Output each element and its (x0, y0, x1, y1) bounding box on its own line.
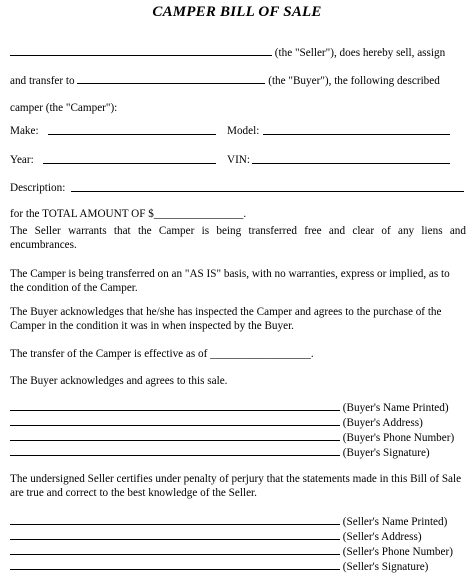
seller-certifies-paragraph: The undersigned Seller certifies under penalty of perjury that the statements made in this Bill of Sale are true and correct to the best knowledge of the Seller. (10, 473, 462, 499)
seller-name-blank[interactable] (10, 45, 272, 56)
buyer-address-row (10, 415, 423, 430)
model-blank[interactable] (263, 124, 450, 135)
vin-label: VIN: (227, 154, 250, 166)
year-blank[interactable] (43, 153, 216, 164)
seller-signature-row (10, 559, 428, 574)
buyer-phone-row (10, 430, 454, 445)
buyer-phone-label: (Buyer's Phone Number) (342, 432, 455, 444)
seller-address-label: (Seller's Address) (342, 531, 422, 543)
description-label: Description: (10, 182, 66, 194)
total-amount-line (10, 207, 246, 221)
buyer-signature-label: (Buyer's Signature) (342, 447, 430, 459)
seller-signature-blank[interactable] (10, 559, 340, 570)
seller-phone-label: (Seller's Phone Number) (342, 546, 453, 558)
seller-name-printed-label: (Seller's Name Printed) (342, 516, 448, 528)
buyer-name-printed-blank[interactable] (10, 400, 340, 411)
year-label: Year: (10, 154, 34, 166)
camper-line: camper (the "Camper"): (10, 102, 118, 114)
effective-suffix: . (310, 348, 314, 360)
effective-prefix: The transfer of the Camper is effective as of (10, 348, 208, 360)
seller-phone-row (10, 544, 453, 559)
model-label: Model: (227, 125, 260, 137)
seller-line (10, 45, 445, 60)
seller-signature-label: (Seller's Signature) (342, 561, 429, 573)
buyer-name-printed-label: (Buyer's Name Printed) (342, 402, 449, 414)
effective-date-blank[interactable]: __________________ (210, 348, 311, 360)
description-blank[interactable] (71, 181, 464, 192)
buyer-line (10, 73, 440, 88)
seller-name-printed-blank[interactable] (10, 514, 340, 525)
seller-address-row (10, 529, 422, 544)
make-blank[interactable] (48, 124, 216, 135)
effective-date-line (10, 347, 314, 361)
transfer-prefix: and transfer to (10, 75, 75, 87)
total-amount-blank[interactable]: ________________ (153, 208, 244, 220)
buyer-signature-blank[interactable] (10, 445, 340, 456)
seller-suffix: (the "Seller"), does hereby sell, assign (274, 47, 446, 59)
buyer-agrees-text: The Buyer acknowledges and agrees to this sale. (10, 375, 228, 387)
buyer-name-printed-row (10, 400, 449, 415)
seller-name-printed-row (10, 514, 447, 529)
document-title: CAMPER BILL OF SALE (152, 4, 322, 20)
seller-address-blank[interactable] (10, 529, 340, 540)
total-suffix: . (243, 208, 247, 220)
warranty-paragraph: The Seller warrants that the Camper is being transferred free and clear of any liens and encumbrances. (10, 225, 466, 251)
make-label: Make: (10, 125, 39, 137)
buyer-suffix: (the "Buyer"), the following described (268, 75, 440, 87)
buyer-address-label: (Buyer's Address) (342, 417, 423, 429)
buyer-address-blank[interactable] (10, 415, 340, 426)
buyer-signature-row (10, 445, 430, 460)
buyer-name-blank[interactable] (77, 73, 265, 84)
buyer-phone-blank[interactable] (10, 430, 340, 441)
total-prefix: for the TOTAL AMOUNT OF $ (10, 208, 154, 220)
inspection-paragraph: The Buyer acknowledges that he/she has inspected the Camper and agrees to the purchase of the Camper in the condition it was in when inspected by the Buyer. (10, 306, 442, 332)
seller-phone-blank[interactable] (10, 544, 340, 555)
as-is-paragraph: The Camper is being transferred on an "AS IS" basis, with no warranties, express or implied, as to the condition of the Camper. (10, 268, 450, 294)
vin-blank[interactable] (252, 153, 450, 164)
